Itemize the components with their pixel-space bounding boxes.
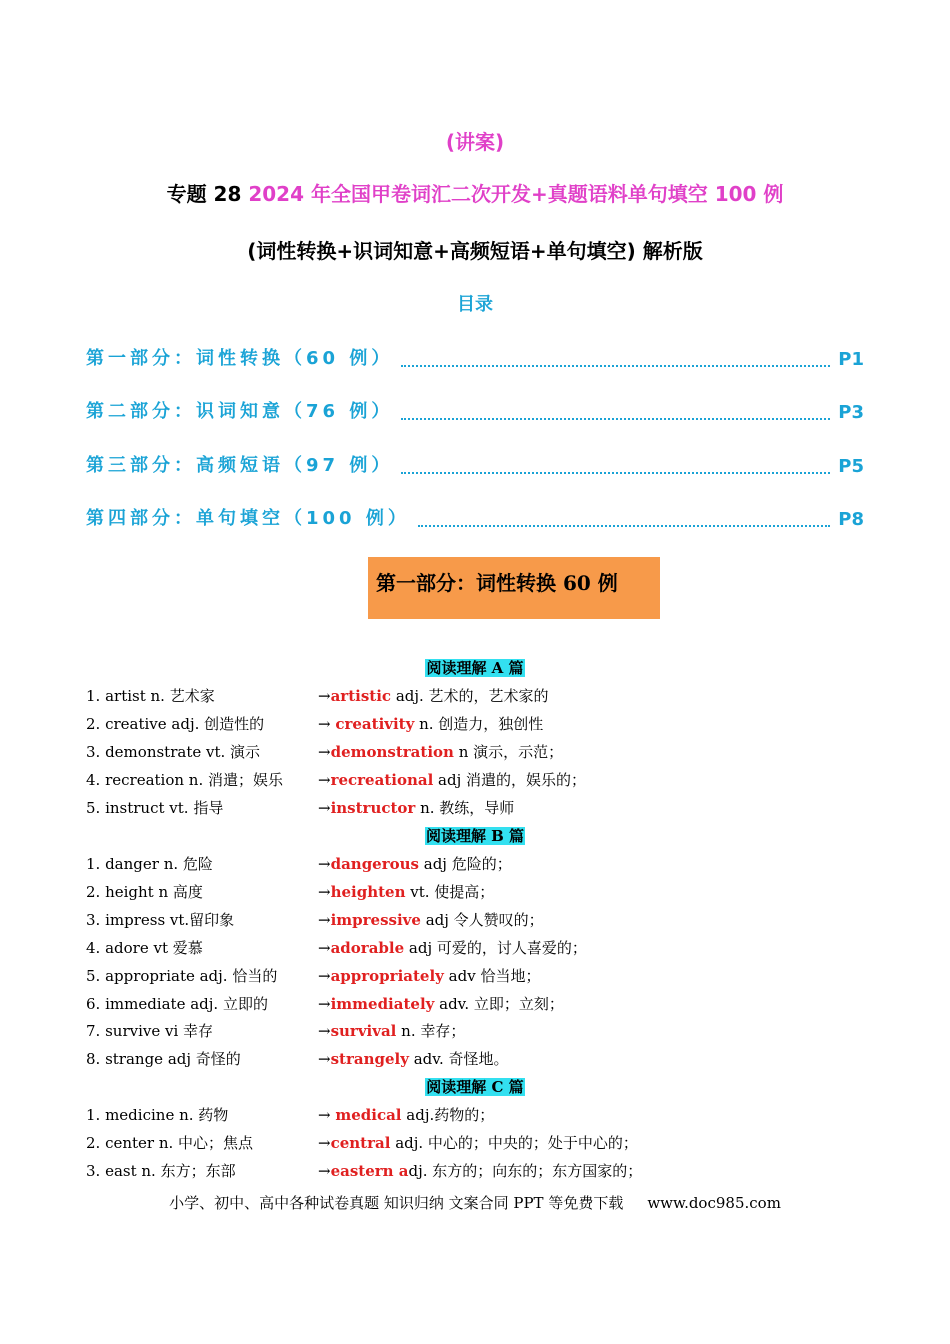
toc-entry-page: P3 [838,402,864,423]
title-main: 2024 年全国甲卷词汇二次开发+真题语料单句填空 100 例 [248,182,784,206]
footer-text: 小学、初中、高中各种试卷真题 知识归纳 文案合同 PPT 等免费下载 [169,1194,624,1212]
section-heading-b: 阅读理解 B 篇 [425,827,525,845]
part1-heading-box: 第一部分：词性转换 60 例 [368,557,660,619]
toc-leader [401,471,830,474]
section-heading-a: 阅读理解 A 篇 [426,659,524,677]
page-footer [0,1192,950,1213]
toc-entry-part3[interactable] [86,451,864,477]
toc-entry-label: 第三部分：高频短语（97 例） [86,455,394,476]
toc-leader [401,364,830,367]
title-prefix: 专题 28 [166,182,249,206]
toc-leader [401,417,830,420]
toc-leader [418,524,830,527]
toc-entry-part4[interactable] [86,504,864,530]
toc-entry-label: 第一部分：词性转换（60 例） [86,348,394,369]
toc-entry-part1[interactable] [86,344,864,370]
lecture-label: (讲案) [445,130,505,154]
footer-url[interactable]: www.doc985.com [647,1194,781,1212]
document-subtitle: (词性转换+识词知意+高频短语+单句填空) 解析版 [247,239,703,263]
toc-heading: 目录 [457,294,493,315]
toc-entry-label: 第二部分：识词知意（76 例） [86,401,394,422]
section-heading-c: 阅读理解 C 篇 [426,1078,524,1096]
toc-entry-part2[interactable] [86,397,864,423]
toc-entry-page: P1 [838,349,864,370]
toc-entry-page: P8 [838,509,864,530]
toc-entry-label: 第四部分：单句填空（100 例） [86,508,410,529]
document-title [0,178,950,207]
toc-entry-page: P5 [838,456,864,477]
